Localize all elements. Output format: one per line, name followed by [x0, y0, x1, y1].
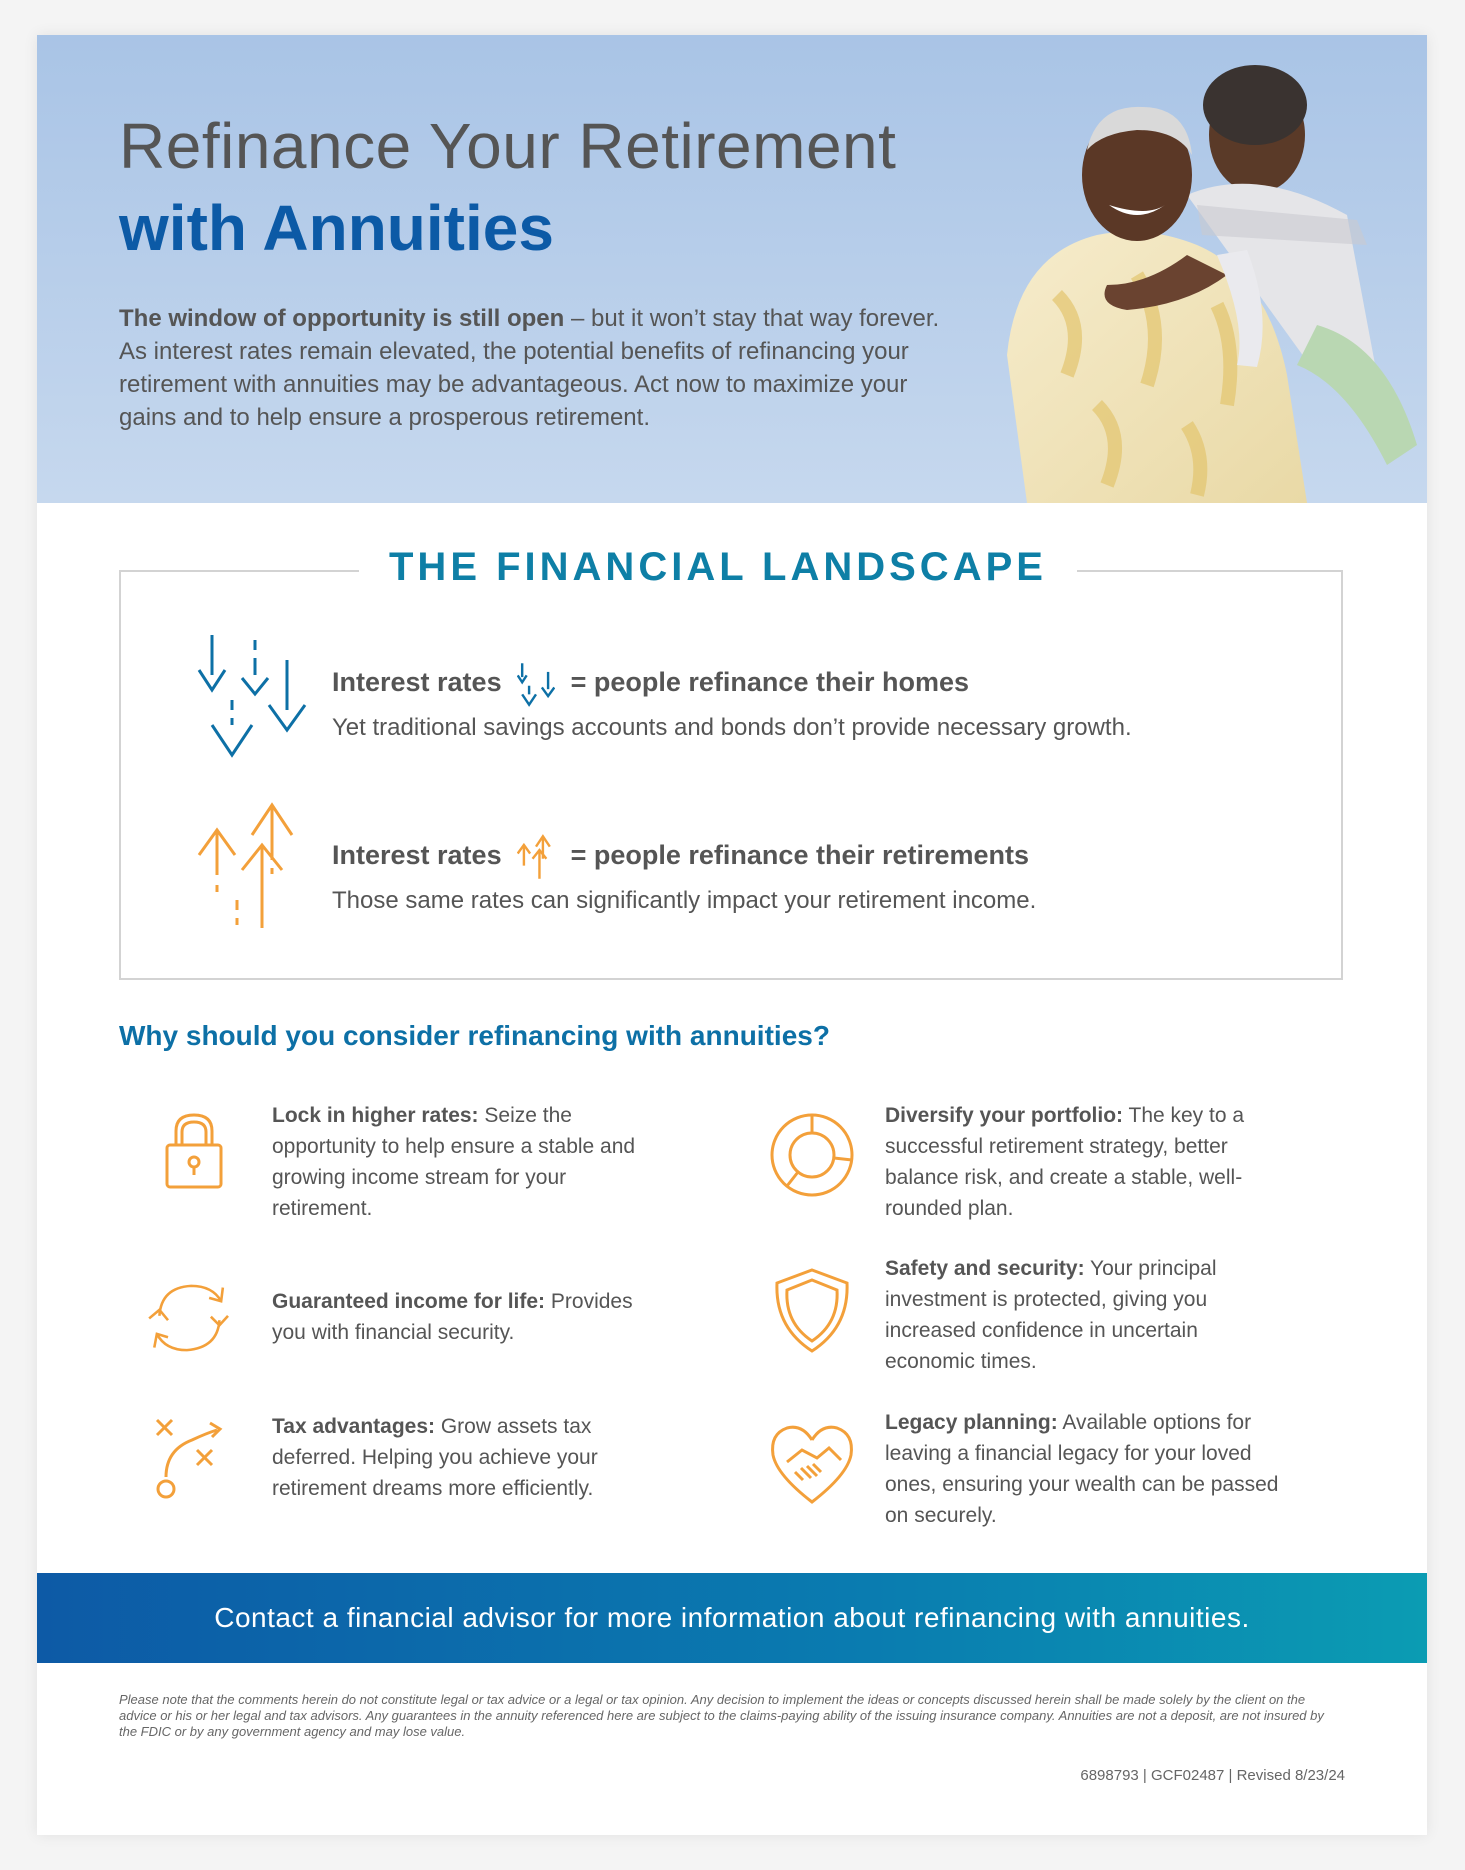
benefit-guaranteed-income [272, 1286, 672, 1348]
benefit-legacy [885, 1407, 1285, 1531]
benefit-tax-advantages [272, 1411, 672, 1504]
legal-disclaimer: Please note that the comments herein do not constitute legal or tax advice or a legal or tax opinion. Any decision to implement the ideas or concepts discussed herein shall be made solely by the client on the advice or his or her legal and tax advisors. Any guarantees in the annuity referenced here are subject to the claims-paying ability of the issuing insurance company. Annuities are not a deposit, are not insured by the FDIC or by any government agency and may lose value. [119, 1692, 1324, 1739]
benefit-title: Safety and security: [885, 1257, 1085, 1280]
couple-photo [987, 45, 1427, 503]
hero-banner [37, 35, 1427, 503]
contact-text: Contact a financial advisor for more information about refinancing with annuities. [214, 1602, 1250, 1633]
benefit-desc: The key to a successful retirement strategy, better balance risk, and create a stable, well-rounded plan. [885, 1104, 1245, 1220]
strategy-play-icon [152, 1415, 242, 1505]
page-title: Refinance Your Retirement [119, 110, 897, 182]
benefit-desc: Provides you with financial security. [272, 1290, 633, 1344]
benefit-diversify [885, 1100, 1285, 1224]
padlock-icon [149, 1105, 239, 1195]
benefit-title: Guaranteed income for life: [272, 1290, 546, 1313]
arrows-down-icon [517, 660, 555, 708]
landscape-title: THE FINANCIAL LANDSCAPE [359, 545, 1077, 590]
benefit-desc: Seize the opportunity to help ensure a stable and growing income stream for your retirement. [272, 1104, 636, 1220]
landscape-row-retirements-sub: Those same rates can significantly impact your retirement income. [332, 887, 1037, 914]
row-head-result: = people refinance their retirements [570, 840, 1030, 871]
benefit-title: Legacy planning: [885, 1411, 1058, 1434]
arrows-up-icon [197, 800, 307, 930]
pie-ring-icon [767, 1110, 857, 1200]
benefit-safety [885, 1253, 1285, 1377]
flyer-page [37, 35, 1427, 1835]
heart-handshake-icon [767, 1420, 857, 1510]
row-head-label: Interest rates [332, 840, 502, 871]
contact-banner [37, 1573, 1427, 1663]
why-heading: Why should you consider refinancing with annuities? [119, 1020, 830, 1051]
benefit-title: Lock in higher rates: [272, 1104, 479, 1127]
row-head-result: = people refinance their homes [570, 667, 969, 698]
intro-paragraph [119, 302, 949, 434]
document-codes: 6898793 | GCF02487 | Revised 8/23/24 [1080, 1767, 1345, 1784]
intro-text: – but it won’t stay that way forever. As interest rates remain elevated, the potential benefits of refinancing your retirement with annuities may be advantageous. Act now to maximize your gains and to help ensure a prosperous retirement. [119, 305, 940, 431]
row-head-label: Interest rates [332, 667, 502, 698]
benefit-title: Tax advantages: [272, 1415, 436, 1438]
landscape-row-homes [332, 660, 969, 708]
benefit-desc: Your principal investment is protected, giving you increased confidence in uncertain economic times. [885, 1257, 1217, 1373]
shield-icon [767, 1265, 857, 1355]
cycle-arrows-icon [144, 1273, 234, 1363]
landscape-row-homes-sub: Yet traditional savings accounts and bonds don’t provide necessary growth. [332, 714, 1132, 741]
arrows-down-icon [197, 630, 307, 760]
arrows-up-icon [517, 833, 555, 881]
benefit-desc: Grow assets tax deferred. Helping you achieve your retirement dreams more efficiently. [272, 1415, 598, 1500]
landscape-row-retirements [332, 833, 1029, 881]
benefit-desc: Available options for leaving a financial legacy for your loved ones, ensuring your wealth can be passed on securely. [885, 1411, 1279, 1527]
intro-bold: The window of opportunity is still open [119, 305, 565, 332]
benefit-title: Diversify your portfolio: [885, 1104, 1124, 1127]
page-subtitle: with Annuities [119, 192, 554, 264]
benefit-lock-rates [272, 1100, 672, 1224]
